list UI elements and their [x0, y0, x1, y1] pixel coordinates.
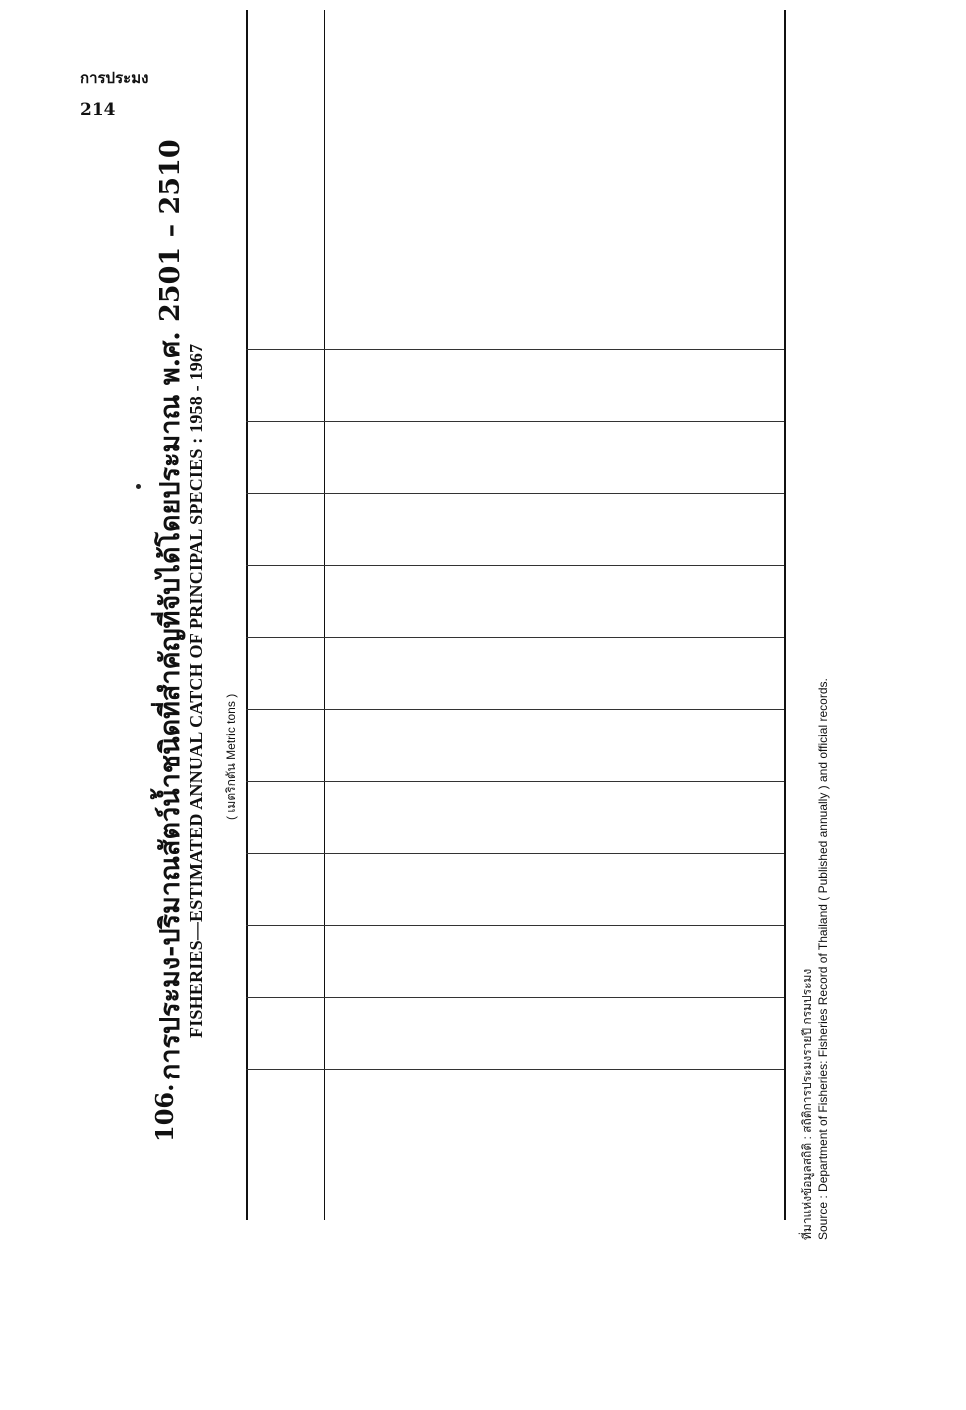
table-header-rule — [324, 10, 325, 1220]
section-header: การประมง — [80, 69, 149, 87]
source-thai: ที่มาแห่งข้อมูลสถิติ : สถิติการประมงรายปี กรมประมง — [800, 968, 814, 1240]
rotated-table-block — [138, 0, 858, 1410]
table-title-english: FISHERIES—ESTIMATED ANNUAL CATCH OF PRINCIPAL SPECIES : 1958 - 1967 — [186, 343, 206, 1038]
year-col-divider — [246, 781, 784, 782]
year-col-divider — [246, 853, 784, 854]
year-col-divider — [246, 997, 784, 998]
year-col-divider — [246, 709, 784, 710]
table-title-thai: การประมง-ปริมาณสัตว์น้ำชนิดที่สำคัญที่จับได้โดยประมาณ พ.ศ. 2501 – 2510 — [155, 139, 186, 1080]
table-top-rule — [246, 10, 248, 1220]
year-col-divider — [246, 349, 784, 350]
label-col-divider — [246, 1069, 784, 1070]
year-col-divider — [246, 421, 784, 422]
year-col-divider — [246, 637, 784, 638]
unit-label: ( เมตริกตัน Metric tons ) — [224, 693, 238, 820]
table-number: 106. — [150, 1083, 179, 1142]
year-col-divider — [246, 565, 784, 566]
page-number: 214 — [80, 100, 116, 120]
year-col-divider — [246, 925, 784, 926]
fisheries-table — [246, 10, 786, 1220]
table-bottom-rule — [784, 10, 786, 1220]
source-english: Source : Department of Fisheries: Fisheries Record of Thailand ( Published annually ) and official records. — [816, 678, 830, 1240]
year-col-divider — [246, 493, 784, 494]
